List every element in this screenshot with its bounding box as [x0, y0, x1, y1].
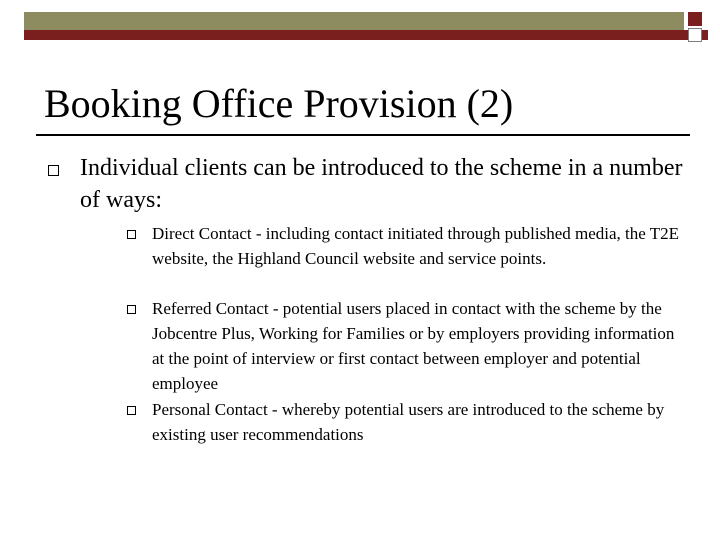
- sub-bullet-personal-contact: Personal Contact - whereby potential users are introduced to the scheme by existing user recommendations: [152, 400, 665, 444]
- square-bullet-icon: [127, 406, 136, 415]
- slide-title: Booking Office Provision (2): [44, 81, 514, 126]
- square-bullet-icon: [127, 230, 136, 239]
- title-divider: [36, 134, 690, 136]
- corner-square-outline: [688, 28, 702, 42]
- header-band-maroon: [24, 30, 708, 40]
- sub-bullet-direct-contact: Direct Contact - including contact initiated through published media, the T2E website, the Highland Council website and service points.: [152, 224, 680, 268]
- main-bullet-text: Individual clients can be introduced to the scheme in a number of ways:: [80, 155, 683, 213]
- square-bullet-icon: [48, 165, 59, 176]
- square-bullet-icon: [127, 305, 136, 314]
- corner-square-filled: [688, 12, 702, 26]
- header-band-olive: [24, 12, 684, 30]
- sub-bullet-referred-contact: Referred Contact - potential users placed in contact with the scheme by the Jobcentre Plus, Working for Families or by employers providing information at the point of interview or first contact between employer and potential employee: [152, 299, 675, 393]
